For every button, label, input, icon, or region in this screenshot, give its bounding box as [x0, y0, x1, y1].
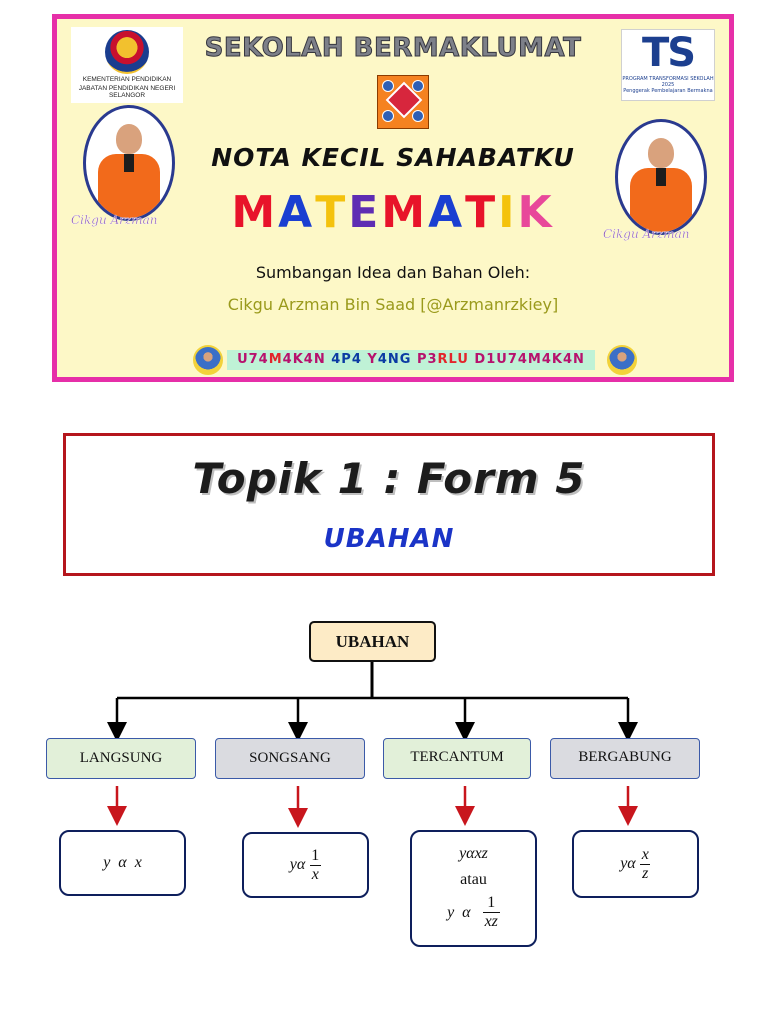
fraction	[640, 846, 651, 883]
fraction-denominator: z	[642, 864, 649, 882]
ts-logo-tagline: Penggerak Pembelajaran Bermakna	[623, 88, 713, 94]
fraction-denominator: xz	[484, 913, 498, 930]
formula-songsang	[242, 832, 369, 898]
motto-part: Y	[367, 352, 378, 367]
motto-part: M	[268, 352, 283, 367]
topic-subtitle: UBAHAN	[323, 524, 455, 554]
subject-letter: T	[315, 187, 349, 238]
subject-letter: I	[498, 187, 518, 238]
formula-alpha: α	[118, 854, 127, 871]
subject-letter: A	[428, 187, 466, 238]
formula-lhs: y α	[447, 903, 471, 921]
subject-letter: K	[517, 187, 555, 238]
ministry-name: KEMENTERIAN PENDIDIKAN	[82, 76, 172, 83]
contribution-label: Sumbangan Idea dan Bahan Oleh:	[255, 263, 531, 282]
fraction	[483, 894, 500, 931]
fraction-numerator: 1	[311, 846, 320, 864]
formula-lhs: yα	[289, 856, 306, 873]
subject-letter: M	[231, 187, 279, 238]
subject-letter: T	[465, 187, 499, 238]
fraction-numerator: x	[641, 845, 649, 863]
category-tercantum: TERCANTUM	[383, 738, 531, 779]
root-node-ubahan: UBAHAN	[309, 621, 436, 662]
motto-part: RLU	[437, 352, 469, 367]
motto-part: U74	[237, 352, 269, 367]
note-title: NOTA KECIL SAHABATKU	[211, 143, 575, 172]
category-langsung: LANGSUNG	[46, 738, 196, 779]
formula-bergabung	[572, 830, 699, 898]
formula-langsung	[59, 830, 186, 896]
fraction	[309, 847, 321, 884]
school-title: SEKOLAH BERMAKLUMAT	[204, 33, 582, 63]
motto-part: D1U74M4K4N	[468, 352, 585, 367]
formula-y: y	[103, 854, 111, 871]
subject-letter: M	[381, 187, 429, 238]
formula-line1: yαxz	[459, 845, 488, 862]
subject-letter: E	[348, 187, 382, 238]
motto-part: 4P4	[325, 352, 368, 367]
formula-tercantum	[410, 830, 537, 947]
formula-x: x	[134, 854, 142, 871]
topic-title: Topik 1 : Form 5	[192, 454, 586, 503]
fraction-denominator: x	[311, 865, 319, 883]
motto-part: 4NG	[377, 352, 417, 367]
fraction-numerator: 1	[487, 894, 496, 911]
category-songsang: SONGSANG	[215, 738, 365, 779]
signature-left: Cikgu Arzman	[71, 213, 158, 227]
subject-letter: A	[278, 187, 316, 238]
ts-logo-text: TS	[641, 30, 695, 76]
ts-logo-subtitle: PROGRAM TRANSFORMASI SEKOLAH 2025	[622, 76, 714, 88]
category-bergabung: BERGABUNG	[550, 738, 700, 779]
formula-lhs: yα	[620, 855, 636, 872]
motto-part: P3	[416, 352, 438, 367]
signature-right: Cikgu Arzman	[603, 227, 690, 241]
formula-or: atau	[460, 871, 487, 888]
department-name: JABATAN PENDIDIKAN NEGERI SELANGOR	[78, 85, 176, 99]
author-name: Cikgu Arzman Bin Saad [@Arzmanrzkiey]	[227, 295, 559, 314]
motto-part: 4K4N	[282, 352, 326, 367]
